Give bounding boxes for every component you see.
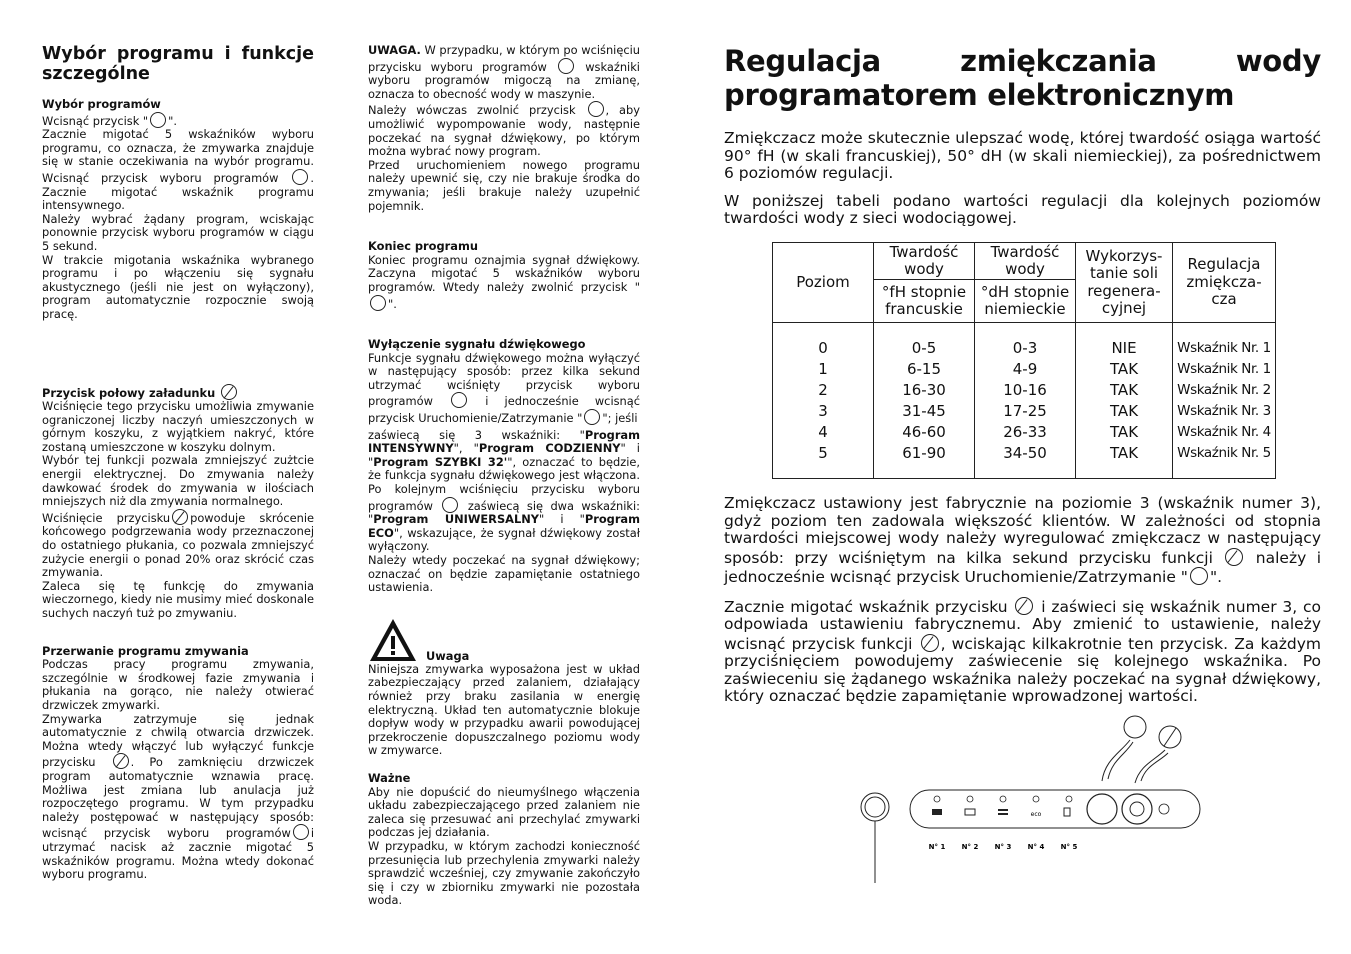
header-dh-unit: °dH stopnie niemieckie <box>975 280 1076 323</box>
paragraph: Należy wtedy poczekać na sygnał dźwiękowy; oznaczać on będzie zapamiętanie ostatniego ustawienia. <box>368 553 640 595</box>
header-hardness-fh: Twardość wody <box>874 243 975 280</box>
text: ". <box>168 113 178 128</box>
text: należy i jednocześnie wcisnąć przycisk Uruchomienie/Zatrzymanie " <box>724 548 1321 586</box>
column-left <box>42 44 314 882</box>
paragraph: W przypadku, w którym zachodzi konieczność przesunięcia lub przechylenia zmywarki należy sprawdzić wcześniej, czy zmywanie zakończyło się i czy w zbiorniku zmywarki nie pozostała woda. <box>368 838 640 908</box>
header-fh-unit: °fH stopnie francuskie <box>874 280 975 323</box>
text: zaświecą się dwa wskaźniki: " <box>368 498 641 527</box>
subheading-end-program: Koniec programu <box>368 239 478 254</box>
program-button-icon <box>442 497 458 513</box>
text: " i " <box>539 512 585 527</box>
indicator-label: N° 3 <box>994 843 1012 851</box>
indicator-label: N° 5 <box>1060 843 1078 851</box>
table-cell: Wskaźnik Nr. 4 <box>1177 423 1271 440</box>
text: i jednocześnie wcisnąć przycisk Uruchomienie/Zatrzymanie " <box>368 394 641 426</box>
text: i zaświeci się wskaźnik numer 3, co odpowiada ustawieniu fabrycznemu. Aby zmienić to ustawienie, należy wcisnąć przycisk funkcji <box>724 597 1321 653</box>
header-regulation: Regulacja zmiękcza-cza <box>1173 243 1276 323</box>
program-name: Program UNIWERSALNY <box>373 512 540 527</box>
hardness-table <box>772 242 1276 479</box>
table-cell: 16-30 <box>902 380 946 399</box>
text: Koniec programu oznajmia sygnał dźwiękowy. Zaczyna migotać 5 wskaźników wyboru programów. Wtedy należy zwolnić przycisk " <box>368 252 640 294</box>
paragraph: Zaleca się tę funkcję do zmywania wieczornego, kiedy nie musimy mieć doskonale suchych naczyń tuż po zmywaniu. <box>42 578 314 620</box>
text: Wciśnięcie przycisku <box>42 510 171 525</box>
text: , wciskając kilkakrotnie ten przycisk. Za każdym przyciśnięciem powodujemy zaświecenie się kolejnego wskaźnika. Po zaświeceniu się żądanego wskaźnika należy poczekać na sygnał dźwiękowy, który oznaczać będzie zapamiętanie wprowadzonej wartości. <box>724 634 1321 705</box>
program-button-icon <box>370 295 386 311</box>
half-load-icon <box>1225 548 1243 566</box>
table-cell: TAK <box>1109 359 1139 378</box>
column-level <box>773 323 874 479</box>
text: ", " <box>453 441 479 456</box>
table-cell: 6-15 <box>906 359 942 378</box>
text: Wcisnąć przycisk " <box>42 113 149 128</box>
indicator-label: N° 2 <box>961 843 979 851</box>
table-cell: 61-90 <box>902 443 946 462</box>
table-cell: 3 <box>818 401 828 420</box>
program-name: Program SZYBKI 32' <box>373 454 508 469</box>
table-cell: 0-3 <box>1012 338 1038 357</box>
program-button-icon <box>451 392 467 408</box>
table-cell: 34-50 <box>1003 443 1047 462</box>
paragraph: Należy wybrać żądany program, wciskając ponownie przycisk wyboru programów w ciągu 5 sekund. <box>42 211 314 253</box>
subheading-warning: Uwaga <box>426 648 470 663</box>
paragraph: Przed uruchomieniem nowego programu należy upewnić się, czy nie brakuje środka do zmywania; jeśli brakuje należy uzupełnić pojemnik. <box>368 157 640 213</box>
table-cell: Wskaźnik Nr. 1 <box>1177 360 1271 377</box>
text: Funkcje sygnału dźwiękowego można wyłączyć w następujący sposób: przez kilka sekund utrzymać wciśnięty przycisk wyboru programów <box>368 350 640 409</box>
paragraph: Zmiękczacz może skutecznie ulepszać wodę, której twardość osiąga wartość 90° fH (w skali francuskiej), 50° dH (w skali niemieckiej), za pośrednictwem 6 poziomów regulacji. <box>724 129 1321 182</box>
table-cell: 17-25 <box>1003 401 1047 420</box>
subheading-half-load: Przycisk połowy załadunku <box>42 385 216 400</box>
half-load-icon <box>921 634 939 652</box>
header-hardness-dh: Twardość wody <box>975 243 1076 280</box>
column-fh <box>874 323 975 479</box>
table-cell: 4 <box>818 422 828 441</box>
eco-symbol: eco <box>1030 811 1042 818</box>
program-button-icon <box>558 58 574 74</box>
column-right-lower <box>724 495 1321 716</box>
program-name: Program INTENSYWNY <box>368 427 640 456</box>
paragraph: W poniższej tabeli podano wartości regulacji dla kolejnych poziomów twardości wody z sieci wodociągowej. <box>724 191 1321 227</box>
half-load-icon <box>113 753 129 769</box>
half-load-icon <box>221 384 237 400</box>
table-cell: TAK <box>1109 401 1139 420</box>
table-cell: 31-45 <box>902 401 946 420</box>
table-cell: Wskaźnik Nr. 5 <box>1177 444 1271 461</box>
table-cell: Wskaźnik Nr. 1 <box>1177 339 1271 356</box>
column-regulation <box>1173 323 1276 479</box>
text: ". <box>388 296 397 311</box>
section-title: Wybór programu i funkcje szczególne <box>42 44 314 84</box>
paragraph: Aby nie dopuścić do nieumyślnego włączenia układu zabezpieczającego przed zalaniem nie zaleca się przesuwać ani przechylać zmywarki podczas jej działania. <box>368 784 640 840</box>
indicator-label: N° 1 <box>928 843 946 851</box>
warning-label: UWAGA. <box>368 43 421 57</box>
text: . Zacznie migotać wskaźnik programu intensywnego. <box>42 170 314 213</box>
text: Zacznie migotać 5 wskaźników wyboru programu, co oznacza, że zmywarka znajduje się w stanie oczekiwania na wybór programu. Wcisnąć przycisk wyboru programów <box>42 127 314 185</box>
warning-triangle-icon <box>368 617 418 663</box>
paragraph: Wciśnięcie tego przycisku umożliwia zmywanie ograniczonej liczby naczyń umieszczonych w górnym koszyku, z wyjątkiem nakryć, które zostaną umieszczone w koszyku dolnym. <box>42 399 314 454</box>
table-cell: Wskaźnik Nr. 3 <box>1177 402 1271 419</box>
text: Zmiękczacz ustawiony jest fabrycznie na poziomie 3 (wskaźnik numer 3), gdyż poziom ten zadowala większość klientów. W zależności od stopnia twardości miejscowej wody należy wyregulować zmiękczacz w następujący sposób: przy wciśniętym na kilka sekund przycisku funkcji <box>724 494 1321 567</box>
text: ", wskazujące, że sygnał dźwiękowy został wyłączony. <box>368 525 640 554</box>
program-button-icon <box>292 169 308 185</box>
column-right <box>724 44 1321 238</box>
half-load-icon <box>1015 597 1033 615</box>
paragraph: Wybór tej funkcji pozwala zmniejszyć zużtcie energii elektrycznej. Do zmywania należy dawkować środek do zmywania w ilościach mniejszych niż dla zmywania normalnego. <box>42 453 314 509</box>
table-cell: TAK <box>1109 443 1139 462</box>
warning-block <box>368 617 640 663</box>
text: ", oznaczać to będzie, że funkcja sygnału dźwiękowego jest włączona. Po kolejnym wciśnięciu przycisku wyboru programów <box>368 454 640 513</box>
start-stop-icon <box>1190 567 1208 585</box>
half-load-icon <box>172 509 188 525</box>
program-name: Program ECO <box>368 512 640 540</box>
table-cell: 1 <box>818 359 828 378</box>
text: Zacznie migotać wskaźnik przycisku <box>724 597 1008 616</box>
column-middle <box>368 44 640 908</box>
table-cell: 4-9 <box>1012 359 1038 378</box>
table-cell: NIE <box>1111 338 1137 357</box>
program-button-icon <box>588 101 604 117</box>
table-cell: 0 <box>818 338 828 357</box>
table-cell: 0-5 <box>911 338 937 357</box>
text: "; jeśli <box>602 411 638 426</box>
table-cell: TAK <box>1109 380 1139 399</box>
program-name: Program CODZIENNY <box>478 441 621 456</box>
table-cell: Wskaźnik Nr. 2 <box>1177 381 1271 398</box>
text: powoduje skrócenie końcowego podgrzewania wody przeznaczonej do ostatniego płukania, co pozwala zmniejszyć zużycie energii o ponad 20% oraz skrócić czas zmywania. <box>42 510 314 580</box>
column-salt <box>1076 323 1173 479</box>
program-button-icon <box>150 112 166 128</box>
text: i utrzymać nacisk aż zacznie migotać 5 wskaźników programu. Można wtedy dokonać wyboru programu. <box>42 826 314 882</box>
column-dh <box>975 323 1076 479</box>
subheading-sound-off: Wyłączenie sygnału dźwiękowego <box>368 337 586 352</box>
subheading-important: Ważne <box>368 770 411 785</box>
table-cell: TAK <box>1109 422 1139 441</box>
paragraph: Niniejsza zmywarka wyposażona jest w układ zabezpieczający przed zalaniem, działający również przy braku zasilania w energię elektryczną. Układ ten automatycznie blokuje dopływ wody w przypadku awarii powodującej przekroczenie dopuszczalnego poziomu wody w zmywarce. <box>368 661 640 758</box>
page-title: Regulacja zmiękczania wody programatorem elektronicznym <box>724 44 1321 112</box>
text: , aby umożliwić wypompowanie wody, następnie poczekać na sygnał dźwiękowy, po którym można wybrać nowy program. <box>368 103 640 159</box>
table-cell: 46-60 <box>902 422 946 441</box>
text: . Po zamknięciu drzwiczek program automatycznie wznawia pracę. Możliwa jest zmiana lub anulacja już rozpoczętego programu. W tym przypadku należy postępować w następujący sposób: wcisnąć przycisk wyboru programów <box>42 755 314 841</box>
header-salt: Wykorzys-tanie soli regenera-cyjnej <box>1076 243 1173 323</box>
text: ". <box>1209 568 1222 586</box>
table-cell: 10-16 <box>1003 380 1047 399</box>
paragraph: Podczas pracy programu zmywania, szczególnie w środkowej fazie zmywania i płukania na gorąco, nie należy otwierać drzwiczek zmywarki. <box>42 657 314 712</box>
indicator-label: N° 4 <box>1027 843 1045 851</box>
program-button-icon <box>293 824 309 840</box>
subheading-interrupt: Przerwanie programu zmywania <box>42 643 249 658</box>
paragraph: W trakcie migotania wskaźnika wybranego programu i po włączeniu się sygnału akustycznego (jeśli nie jest on wyłączony), program automatycznie rozpocznie swoją pracę. <box>42 252 314 321</box>
header-level: Poziom <box>773 243 874 323</box>
text: zaświecą się 3 wskaźniki: " <box>368 427 585 442</box>
text: " i " <box>368 441 640 469</box>
text: wskaźniki wyboru programów migoczą na zmianę, oznacza to obecność wody w maszynie. <box>368 59 640 101</box>
text: Zmywarka zatrzymuje się jednak automatycznie z chwilą otwarcia drzwiczek. Można wtedy włączyć lub wyłączyć funkcje przycisku <box>42 711 314 770</box>
table-cell: 2 <box>818 380 828 399</box>
table-cell: 26-33 <box>1003 422 1047 441</box>
control-panel-illustration <box>850 715 1210 885</box>
table-cell: 5 <box>818 443 828 462</box>
text: W przypadku, w którym po wciśnięciu przycisku wyboru programów <box>368 43 641 74</box>
start-stop-icon <box>584 409 600 425</box>
text: Należy wówczas zwolnić przycisk <box>368 103 576 118</box>
subheading-program-select: Wybór programów <box>42 97 161 111</box>
